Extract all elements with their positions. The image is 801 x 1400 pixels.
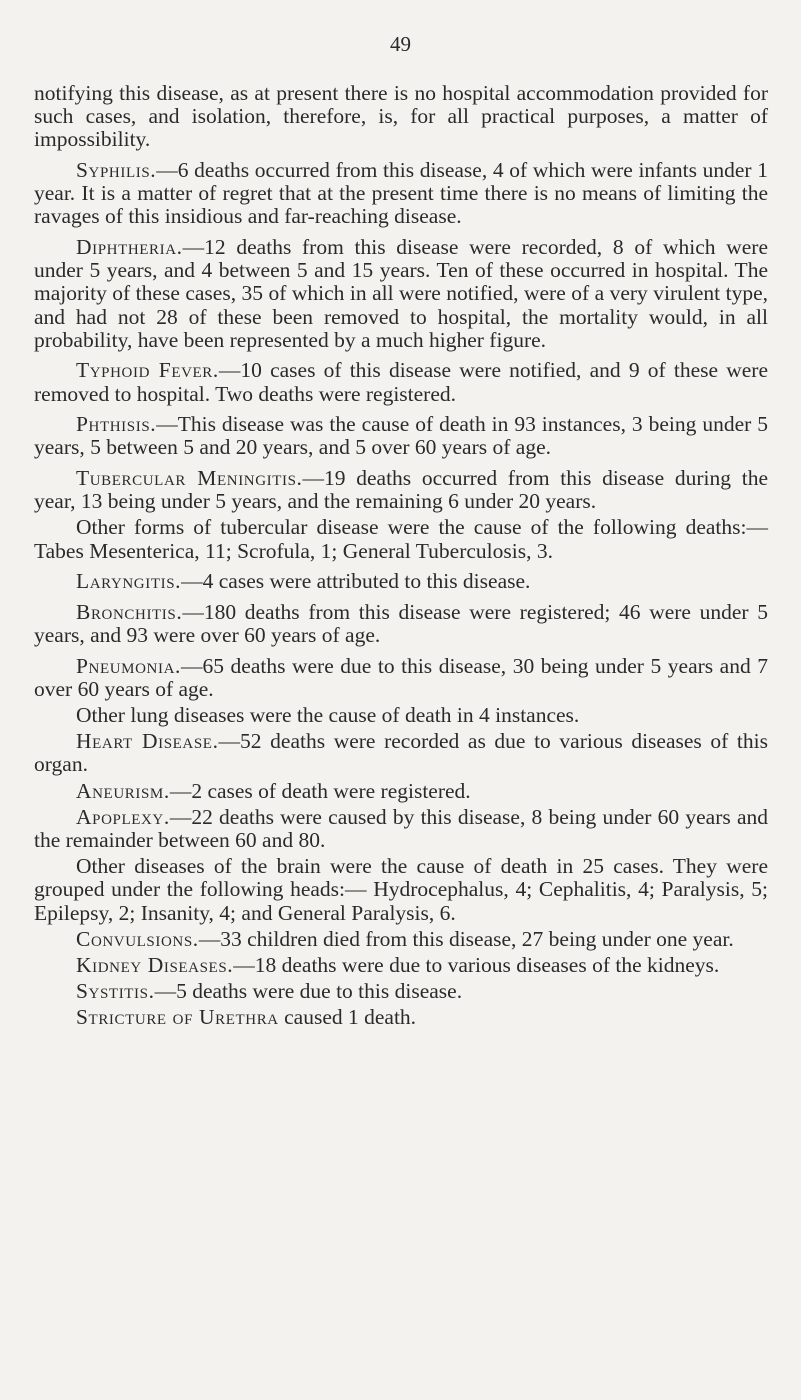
paragraph-text: —65 deaths were due to this disease, 30 being under 5 years and 7 over 60 years of age. xyxy=(34,653,768,701)
paragraph-heart-disease xyxy=(34,730,768,776)
paragraph-text: —5 deaths were due to this disease. xyxy=(154,979,463,1004)
section-heading: Tubercular Meningitis. xyxy=(76,466,303,490)
paragraph-text: —6 deaths occurred from this disease, 4 of which were infants under 1 year. It is a matter of regret that at the present time there is no means of limiting the ravages of this insidious and far-reaching disease. xyxy=(34,158,768,229)
section-heading: Diphtheria. xyxy=(76,235,183,259)
paragraph-kidney-diseases xyxy=(34,954,768,977)
section-heading: Phthisis. xyxy=(76,412,157,437)
page-number: 49 xyxy=(390,32,411,56)
paragraph-text: —10 cases of this disease were notified, and 9 of these were removed to hospital. Two deaths were registered. xyxy=(34,358,769,406)
paragraph-text: caused 1 death. xyxy=(278,1005,417,1030)
section-heading: Heart Disease. xyxy=(76,729,219,754)
section-heading: Syphilis. xyxy=(76,158,157,182)
paragraph-systitis xyxy=(34,980,768,1003)
paragraph-text: —12 deaths from this disease were recorded, 8 of which were under 5 years, and 4 between 5 and 15 years. Ten of these occurred in hospital. The majority of these cases, 35 of which in all were notified, were of a very virulent type, and had not 28 of these been removed to hospital, the mortality would, in all probability, have been represented by a much higher figure. xyxy=(34,235,768,352)
paragraph-typhoid-fever xyxy=(34,359,768,405)
paragraph-stricture-of-urethra xyxy=(34,1006,768,1029)
paragraph-text: Other lung diseases were the cause of death in 4 instances. xyxy=(76,703,580,727)
section-heading: Kidney Diseases. xyxy=(76,953,234,978)
section-heading: Apoplexy. xyxy=(76,804,170,829)
section-heading: Pneumonia. xyxy=(76,653,181,678)
paragraph-text: —4 cases were attributed to this disease. xyxy=(181,569,531,594)
paragraph-text: —18 deaths were due to various diseases of the kidneys. xyxy=(233,953,720,978)
report-body xyxy=(34,82,768,1033)
paragraph-text: notifying this disease, as at present there is no hospital accommodation provided for such cases, and isolation, therefore, is, for all practical purposes, a matter of impossibility. xyxy=(34,81,768,152)
paragraph-text: Other diseases of the brain were the cause of death in 25 cases. They were grouped under the following heads:— Hydrocephalus, 4; Cephalitis, 4; Paralysis, 5; Epilepsy, 2; Insanity, 4; and General Paralysis, 6. xyxy=(34,854,768,925)
paragraph-syphilis xyxy=(34,159,768,229)
paragraph-other-brain xyxy=(34,855,768,925)
paragraph-text: Other forms of tubercular disease were the cause of the following deaths:—Tabes Mesenterica, 11; Scrofula, 1; General Tuberculosis, 3. xyxy=(34,515,768,563)
section-heading: Systitis. xyxy=(76,979,155,1004)
paragraph-other-lung xyxy=(34,704,768,727)
paragraph-diphtheria xyxy=(34,236,768,352)
paragraph-continuation xyxy=(34,82,768,152)
paragraph-laryngitis xyxy=(34,570,768,593)
paragraph-other-tubercular xyxy=(34,516,768,562)
paragraph-text: —2 cases of death were registered. xyxy=(169,778,471,803)
paragraph-apoplexy xyxy=(34,806,768,852)
paragraph-text: —This disease was the cause of death in 93 instances, 3 being under 5 years, 5 between 5 and 20 years, and 5 over 60 years of age. xyxy=(34,412,768,460)
paragraph-text: —52 deaths were recorded as due to various diseases of this organ. xyxy=(34,729,768,777)
section-heading: Aneurism. xyxy=(76,778,170,803)
paragraph-text: —33 children died from this disease, 27 being under one year. xyxy=(198,926,734,951)
section-heading: Typhoid Fever. xyxy=(76,358,219,383)
paragraph-text: —22 deaths were caused by this disease, 8 being under 60 years and the remainder between 60 and 80. xyxy=(34,804,768,853)
section-heading: Convulsions. xyxy=(76,926,199,951)
section-heading: Stricture of Urethra xyxy=(76,1005,279,1030)
paragraph-text: —19 deaths occurred from this disease during the year, 13 being under 5 years, and the remaining 6 under 20 years. xyxy=(34,466,768,514)
section-heading: Laryngitis. xyxy=(76,569,182,594)
paragraph-phthisis xyxy=(34,413,768,459)
section-heading: Bronchitis. xyxy=(76,599,183,624)
paragraph-aneurism xyxy=(34,780,768,803)
paragraph-convulsions xyxy=(34,928,768,951)
paragraph-tubercular-meningitis xyxy=(34,467,768,513)
paragraph-pneumonia xyxy=(34,655,768,701)
paragraph-text: —180 deaths from this disease were registered; 46 were under 5 years, and 93 were over 60 years of age. xyxy=(34,599,768,647)
paragraph-bronchitis xyxy=(34,601,768,647)
